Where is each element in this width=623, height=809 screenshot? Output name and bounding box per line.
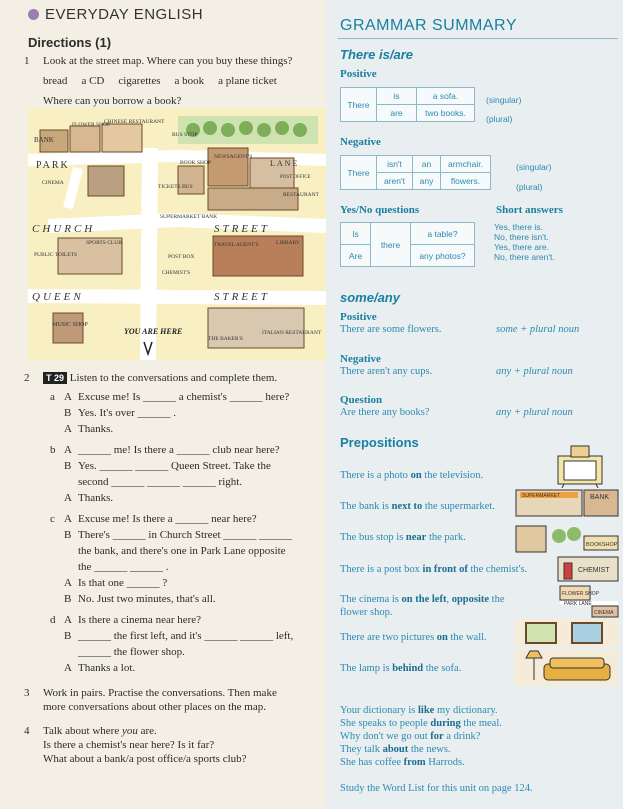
there-is-negative-table: There isn't an armchair. aren't any flowers. [340,155,491,190]
task-2-text: Listen to the conversations and complete them. [69,372,278,384]
dialogue-line: No. Just two minutes, that's all. [78,593,216,605]
short-answers-label: Short answers [496,204,563,216]
preposition-example: There is a post box in front of the chemist's. [340,564,528,575]
map-label-tickets: TICKETS BUS [158,184,193,190]
some-any-heading: some/any [340,290,400,305]
dialogue-line: Yes. It's over ______ . [78,407,177,419]
dialogue-line: Thanks a lot. [78,662,136,674]
task-2 [24,370,324,766]
map-label-lane: LANE [270,159,300,168]
task-1-question: Where can you borrow a book? [43,95,182,107]
svg-text:PARK LANE: PARK LANE [564,601,592,607]
dialogue-b: b A ______ me! Is there a ______ club near here? B Yes. ______ ______ Queen Street. Take the second ______ ______ ______ right. A Thanks. [50,444,280,504]
there-is-positive-table: There is a sofa. are two books. [340,87,475,122]
map-label-library: LIBRARY [276,240,300,246]
map-label-book-shop: BOOK SHOP [180,160,212,166]
dialogue-line: Is there a cinema near here? [78,614,202,626]
preposition-example: The lamp is behind the sofa. [340,663,462,674]
short-answers: Yes, there is. No, there isn't. Yes, there are. No, there aren't. [494,222,555,262]
map-label-bakers: THE BAKER'S [208,336,243,342]
task-number: 4 [24,725,30,737]
bullet-icon [28,9,39,20]
dialogue-line: Excuse me! Is ______ a chemist's ______ here? [78,391,290,403]
questions-table: Is there a table? Are any photos? [340,222,475,267]
dialogue-line: There's ______ in Church Street ______ ______ [78,529,293,541]
task-number: 2 [24,372,30,384]
preposition-example: There are two pictures on the wall. [340,632,487,643]
divider [338,38,618,39]
map-label-restaurant: RESTAURANT [283,192,319,198]
map-label-supermarket: SUPERMARKET BANK [160,214,218,220]
bank-supermarket-illustration [514,486,620,518]
bus-stop-park-illustration [514,522,620,554]
map-label-music-shop: MUSIC SHOP [52,322,88,328]
music-shop-building [53,313,83,343]
word-list-note: Study the Word List for this unit on page 124. [340,783,533,794]
map-label-bank: BANK [34,136,54,144]
dialogue-line: Thanks. [78,492,114,504]
pictures-on-wall-illustration [514,619,618,647]
map-label-park: PARK [36,160,70,171]
preposition-example: The bank is next to the supermarket. [340,501,495,512]
street-map [28,108,326,360]
map-label-street: STREET [214,223,270,235]
map-label-sports: SPORTS CLUB [86,240,122,246]
map-label-flower-shop: FLOWER SHOP [72,122,111,128]
map-label-newsagents: NEWSAGENT'S [214,154,253,160]
item: a CD [81,75,105,87]
dialogue-line: second ______ ______ ______ right. [78,476,243,488]
dialogue-line: the ______ ______ . [78,561,169,573]
map-label-public-toilets: PUBLIC TOILETS [34,252,78,258]
tv-photo-illustration [554,444,606,488]
map-label-italian: ITALIAN RESTAURANT [262,330,322,336]
map-label-queen: QUEEN [32,291,84,303]
svg-text:BANK: BANK [590,494,610,501]
flower-shop-building [70,126,100,152]
map-label-church: CHURCH [32,223,96,235]
svg-text:CHEMIST: CHEMIST [578,567,610,574]
dialogue-line: ______ me! Is there a ______ club near here? [78,444,280,456]
map-label-post-office: POST OFFICE [280,175,311,180]
map-label-chemists: CHEMIST'S [162,270,191,276]
task-1-text: Look at the street map. Where can you buy these things? [43,55,293,67]
bakers-building [208,308,304,348]
dialogue-d: d A Is there a cinema near here? B ______ the first left, and it's ______ ______ left, ______ the flower shop. A Thanks a lot. [50,614,294,674]
lamp-sofa-illustration [514,650,618,686]
negative-label: Negative [340,136,381,148]
other-prepositions: Your dictionary is like my dictionary. She speaks to people during the meal. Why don't we go out for a drink? They talk about the news. She has coffee from Harrods. [340,705,502,768]
svg-text:FLOWER SHOP: FLOWER SHOP [562,591,599,597]
map-label-cinema: CINEMA [42,180,64,186]
restaurant-building [102,124,142,152]
cinema-flower-shop-illustration [558,584,620,618]
prepositions-heading: Prepositions [340,435,419,450]
map-label-travel-agent: TRAVEL AGENT'S [214,242,259,248]
svg-text:SUPERMARKET: SUPERMARKET [522,493,561,499]
task-number: 1 [24,55,30,67]
positive-label: Positive [340,68,377,80]
item: bread [43,75,68,87]
map-label-you-are-here: YOU ARE HERE [124,327,183,336]
dialogue-line: Excuse me! Is there a ______ near here? [78,513,257,525]
track-badge: T 29 [43,372,67,384]
map-label-street-2: STREET [214,291,270,303]
preposition-example: The bus stop is near the park. [340,532,466,543]
dialogue-line: Yes. ______ ______ Queen Street. Take the [78,460,271,472]
dialogue-c: c A Excuse me! Is there a ______ near here? B There's ______ in Church Street ______ ______ the bank, and there's one in Park Lane opposite the ______ ______ . A Is that one ______ ? B No. Just two minutes, that's all. [50,513,293,605]
cinema-building [88,166,124,196]
post-box-chemist-illustration [556,553,620,583]
grammar-summary-title: GRAMMAR SUMMARY [340,17,517,34]
task-3: 3 Work in pairs. Practise the conversations. Then make more conversations about other places on the map. [24,687,277,713]
preposition-example: There is a photo on the television. [340,470,484,481]
task-1 [24,54,324,108]
svg-text:CINEMA: CINEMA [594,610,614,616]
dialogue-line: ______ the flower shop. [78,646,185,658]
section-title: EVERYDAY ENGLISH [45,6,204,23]
section-header [28,6,203,23]
there-is-heading: There is/are [340,47,413,62]
dialogue-line: Thanks. [78,423,114,435]
item: a book [174,75,205,87]
map-label-chinese: CHINESE RESTAURANT [104,119,165,125]
dialogue-a: a A Excuse me! Is ______ a chemist's ______ here? B Yes. It's over ______ . A Thanks. [50,391,290,435]
item: a plane ticket [218,75,277,87]
task-number: 3 [24,687,30,699]
dialogue-line: Is that one ______ ? [78,577,168,589]
map-label-post-box: POST BOX [168,254,195,260]
task-4: 4 Talk about where you are. Is there a chemist's near here? Is it far? What about a bank/a post office/a sports club? [24,725,247,765]
dialogue-line: the bank, and there's one in Park Lane opposite [78,545,286,557]
preposition-example: The cinema is on the left, opposite the flower shop. [340,594,505,618]
grammar-summary-panel: GRAMMAR SUMMARY There is/are Positive There is a sofa. are two books. (singular) (plural) Negative There isn't an armchair. aren't any flowers. (singular) (plural) Yes/No questions Short answers Is there a table? Are any photos? Yes, there is. No, there isn't. Yes, there are. No, there aren't. some/any Positive There are some flowers. some + plural noun Negative There aren't any cups. any + plural noun Question Are there any books? any + plural noun Prepositions There is a photo on the television. The bank is next to the supermarket. The bus stop is near the park. There is a post box in front of the chemist's. The cinema is on the left, opposite the flower shop. There are two pictures on the wall. The lamp is behind the sofa. SUPERMARKET BANK BOOKSHOP CHEMIST FLOWER SHOP PARK LANE CINEMA Your dictionary is like my dictionary. She speaks to people during the meal. Why don't we go out for a drink? They talk about the news. She has coffee from Harrods. Study the Word List for this unit on page 124. [326,0,623,809]
svg-text:BOOKSHOP: BOOKSHOP [586,542,618,548]
dialogue-line: ______ the first left, and it's ______ ______ left, [78,630,294,642]
directions-heading: Directions (1) [28,35,112,50]
yes-no-label: Yes/No questions [340,204,420,216]
map-label-bus-stop: BUS STOP [172,132,198,138]
item: cigarettes [118,75,161,87]
item-list [24,74,324,88]
